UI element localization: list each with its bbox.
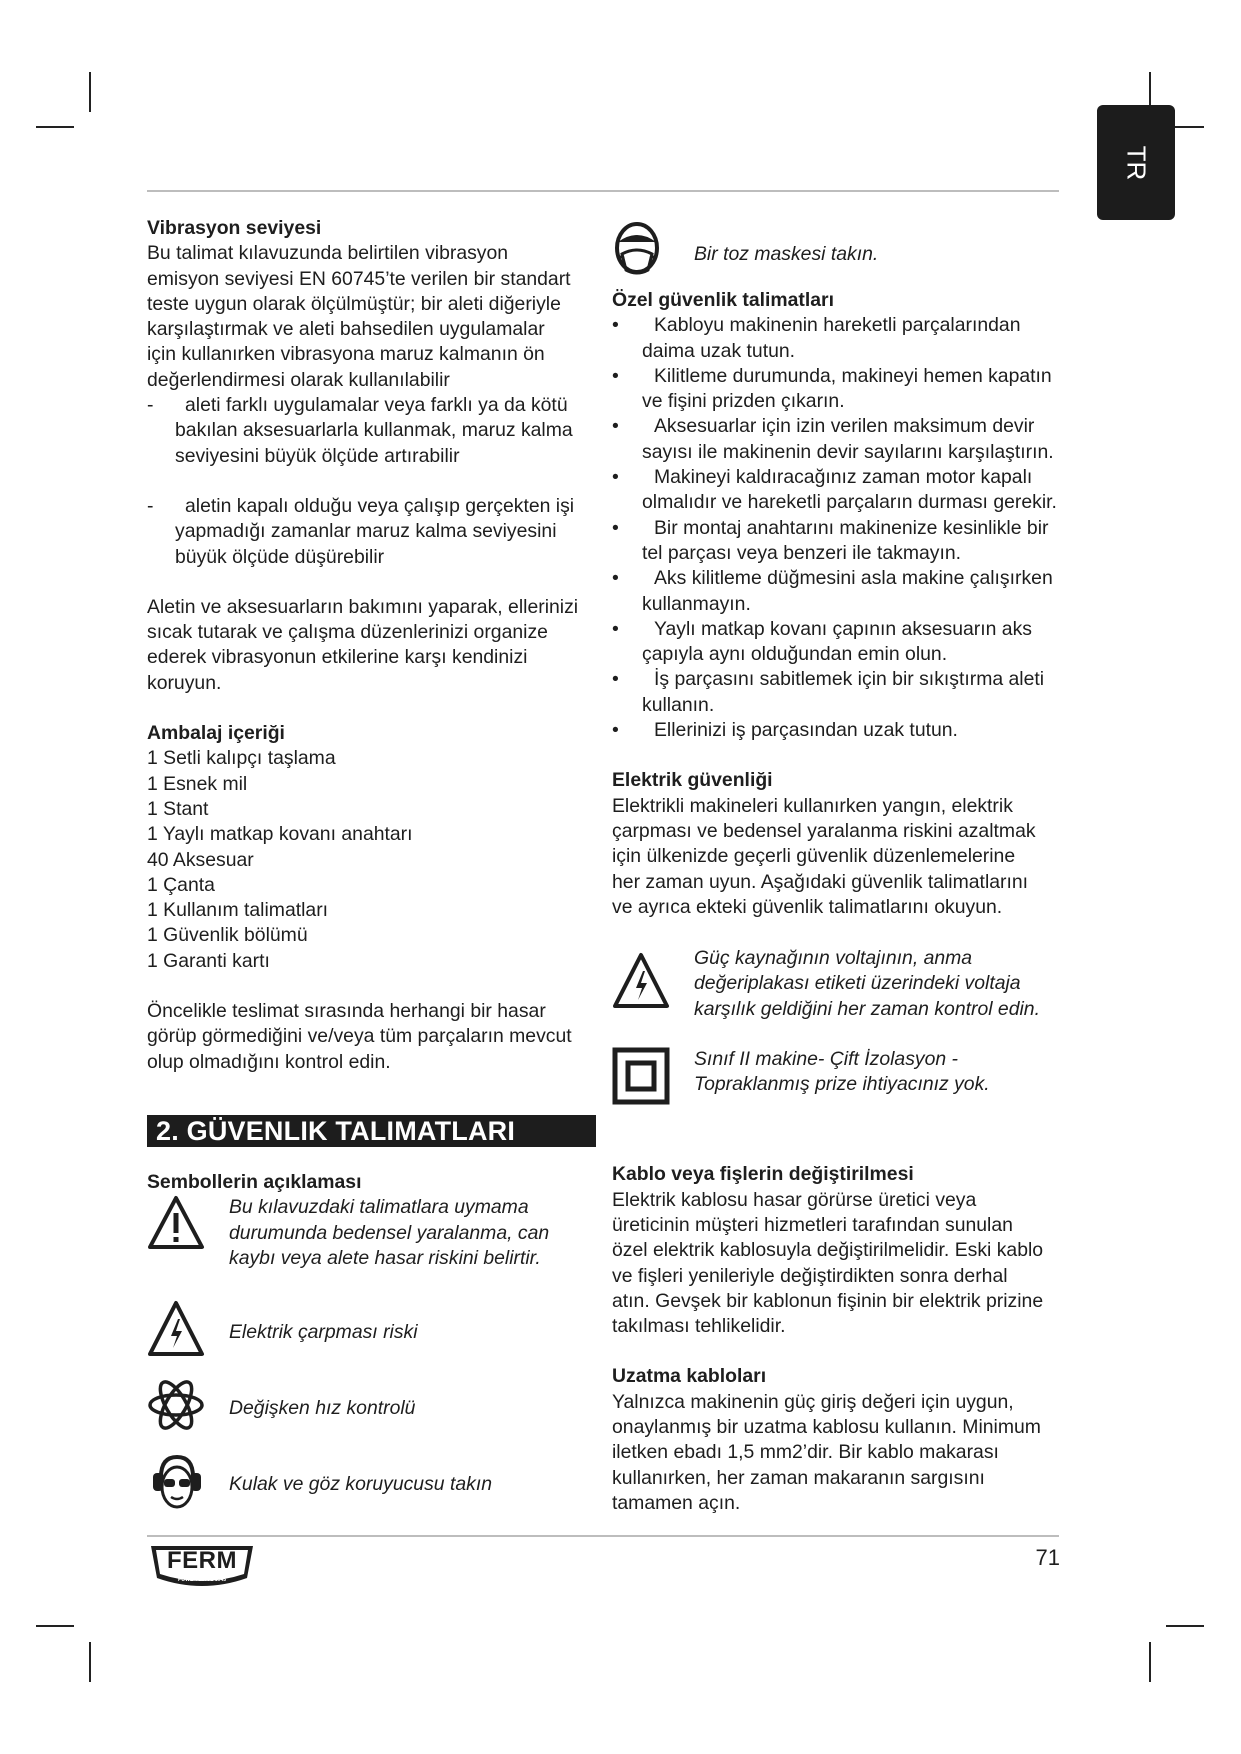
- ear-eye-protection-icon: [147, 1451, 229, 1518]
- package-item: 1 Kullanım talimatları: [147, 899, 329, 922]
- text-line: Makineyi kaldıracağınız zaman motor kapalı: [654, 466, 1033, 489]
- text-line: Güç kaynağının voltajının, anma: [694, 947, 973, 970]
- text-line: teste uygun olarak ölçülmüştür; bir aleti diğeriyle: [147, 292, 561, 315]
- symbol-row: [612, 946, 1082, 1022]
- symbol-row: [147, 1374, 597, 1442]
- text-line: Yaylı matkap kovanı çapının aksesuarın aks: [654, 617, 1032, 640]
- text-line: görüp görmediğini ve/veya tüm parçaların mevcut: [147, 1025, 572, 1048]
- list-item: • Kabloyu makinenin hareketli parçalarından daima uzak tutun.: [612, 313, 1082, 364]
- text-line: durumunda bedensel yaralanma, can: [229, 1221, 550, 1244]
- text-line: Sınıf II makine- Çift İzolasyon -: [694, 1048, 959, 1071]
- text-line: Elektrik çarpması riski: [229, 1320, 418, 1343]
- text-line: sıcak tutarak ve çalışma düzenlerinizi organize: [147, 621, 548, 644]
- text-line: koruyun.: [147, 671, 222, 694]
- package-item: 1 Garanti kartı: [147, 949, 270, 972]
- extension-title: Uzatma kabloları: [612, 1365, 767, 1388]
- text-line: takılması tehlikelidir.: [612, 1315, 786, 1338]
- text-line: olup olmadığını kontrol edin.: [147, 1050, 391, 1073]
- text-line: Değişken hız kontrolü: [229, 1396, 416, 1419]
- text-line: çarpması ve bedensel yaralanma riskini azaltmak: [612, 819, 1036, 842]
- text-line: kaybı veya alete hasar riskini belirtir.: [229, 1246, 541, 1269]
- logo-tagline: POWER SINCE 1945: [177, 1577, 227, 1583]
- text-line: Öncelikle teslimat sırasında herhangi bir hasar: [147, 1000, 546, 1023]
- logo-name: FERM: [167, 1547, 237, 1574]
- language-tab-label: TR: [1121, 145, 1152, 180]
- section-heading: 2. GÜVENLIK TALIMATLARI: [147, 1115, 596, 1147]
- list-item: • Aksesuarlar için izin verilen maksimum devir sayısı ile makinenin devir sayılarını karşılaştırın.: [612, 414, 1082, 465]
- package-item: 1 Yaylı matkap kovanı anahtarı: [147, 823, 413, 846]
- text-line: Bu talimat kılavuzunda belirtilen vibrasyon: [147, 242, 509, 265]
- symbols-title: Sembollerin açıklaması: [147, 1171, 362, 1193]
- text-line: atın. Gevşek bir kablonun fişinin bir elektrik prizine: [612, 1289, 1044, 1312]
- text-line: tel parçası veya benzeri ile takmayın.: [642, 541, 962, 564]
- text-line: değeriplakası etiketi üzerindeki voltaja: [694, 972, 1021, 995]
- text-line: aletin kapalı olduğu veya çalışıp gerçekten işi: [185, 494, 575, 517]
- text-line: aleti farklı uygulamalar veya farklı ya da kötü: [185, 394, 568, 417]
- cable-title: Kablo veya fişlerin değiştirilmesi: [612, 1163, 914, 1186]
- text-line: ve fişleri yenileriyle değiştirdikten sonra derhal: [612, 1264, 1008, 1287]
- text-line: Elektrik kablosu hasar görürse üretici veya: [612, 1188, 977, 1211]
- text-line: büyük ölçüde düşürebilir: [175, 545, 385, 568]
- text-line: karşılaştırmak ve aleti bahsedilen uygulamalar: [147, 318, 545, 341]
- dash-item: - aletin kapalı olduğu veya çalışıp gerçekten işi yapmadığı zamanlar maruz kalma seviyesini büyük ölçüde düşürebilir: [147, 494, 597, 570]
- text-line: karşılık geldiğini her zaman kontrol edin.: [694, 997, 1040, 1020]
- list-item: • Makineyi kaldıracağınız zaman motor kapalı olmalıdır ve hareketli parçaların durması gerekir.: [612, 465, 1082, 516]
- text-line: değerlendirmesi olarak kullanılabilir: [147, 368, 450, 391]
- left-column: [147, 216, 597, 1075]
- text-line: sayısı ile makinenin devir sayılarını karşılaştırın.: [642, 440, 1054, 463]
- special-title: Özel güvenlik talimatları: [612, 289, 834, 311]
- text-line: Ellerinizi iş parçasından uzak tutun.: [654, 719, 958, 742]
- crop-mark: [36, 1625, 74, 1627]
- symbol-row: [612, 1047, 1082, 1112]
- text-line: Kulak ve göz koruyucusu takın: [229, 1472, 492, 1495]
- package-item: 1 Esnek mil: [147, 772, 248, 795]
- package-item: 1 Stant: [147, 797, 209, 820]
- package-item: 1 Çanta: [147, 873, 215, 896]
- bottom-rule: [147, 1535, 1059, 1537]
- symbol-row: [147, 1450, 597, 1518]
- top-rule: [147, 190, 1059, 192]
- text-line: Bir montaj anahtarını makinenize kesinlikle bir: [654, 516, 1049, 539]
- dust-mask-icon: [612, 220, 694, 287]
- text-line: özel elektrik kablosuyla değiştirilmelidir. Eski kablo: [612, 1239, 1044, 1262]
- text-line: olmalıdır ve hareketli parçaların durması gerekir.: [642, 491, 1057, 514]
- crop-mark: [1166, 1625, 1204, 1627]
- package-item: 40 Aksesuar: [147, 848, 254, 871]
- text-line: için kullanırken vibrasyona maruz kalmanın ön: [147, 343, 545, 366]
- crop-mark: [1149, 1642, 1151, 1682]
- ferm-logo: [147, 1544, 257, 1594]
- text-line: Aksesuarlar için izin verilen maksimum devir: [654, 415, 1035, 438]
- text-line: emisyon seviyesi EN 60745’te verilen bir standart: [147, 267, 571, 290]
- crop-mark: [89, 1642, 91, 1682]
- symbol-row: [147, 1298, 597, 1366]
- crop-mark: [89, 72, 91, 112]
- class-ii-icon: [612, 1047, 694, 1112]
- package-item: 1 Setli kalıpçı taşlama: [147, 747, 336, 770]
- text-line: Elektrikli makineleri kullanırken yangın, elektrik: [612, 794, 1013, 817]
- text-line: ederek vibrasyonun etkilerine karşı kendinizi: [147, 646, 528, 669]
- text-line: İş parçasını sabitlemek için bir sıkıştırma aleti: [654, 668, 1045, 691]
- text-line: kullanırken, her zaman makaranın sargısını: [612, 1466, 985, 1489]
- text-line: yapmadığı zamanlar maruz kalma seviyesini: [175, 520, 557, 543]
- language-tab: [1097, 105, 1175, 220]
- package-title: Ambalaj içeriği: [147, 722, 285, 745]
- dash-item: - aleti farklı uygulamalar veya farklı ya da kötü bakılan aksesuarlarla kullanmak, maruz kalma seviyesini büyük ölçüde artırabilir: [147, 393, 597, 469]
- page-number: 71: [1035, 1545, 1060, 1570]
- text-line: onaylanmış bir uzatma kablosu kullanın. Minimum: [612, 1415, 1041, 1438]
- text-line: Bu kılavuzdaki talimatlara uymama: [229, 1196, 529, 1219]
- electric-title: Elektrik güvenliği: [612, 769, 773, 792]
- text-line: Kabloyu makinenin hareketli parçalarından: [654, 314, 1021, 337]
- electric-shock-icon: [612, 946, 694, 1017]
- list-item: • İş parçasını sabitlemek için bir sıkıştırma aleti kullanın.: [612, 667, 1082, 718]
- symbol-row: [612, 220, 1082, 288]
- package-item: 1 Güvenlik bölümü: [147, 924, 308, 947]
- right-column: [612, 224, 1082, 1516]
- text-line: ve fişini prizden çıkarın.: [642, 390, 845, 413]
- text-line: çapıyla aynı olduğundan emin olun.: [642, 643, 948, 666]
- warning-icon: [147, 1195, 229, 1258]
- symbol-row: [147, 1195, 597, 1270]
- text-line: üreticinin müşteri hizmetleri tarafından sunulan: [612, 1213, 1013, 1236]
- text-line: daima uzak tutun.: [642, 339, 796, 362]
- crop-mark: [36, 126, 74, 128]
- list-item: • Bir montaj anahtarını makinenize kesinlikle bir tel parçası veya benzeri ile takmayın.: [612, 516, 1082, 567]
- text-line: iletken ebadı 1,5 mm2’dir. Bir kablo makarası: [612, 1441, 999, 1464]
- list-item: • Aks kilitleme düğmesini asla makine çalışırken kullanmayın.: [612, 566, 1082, 617]
- list-item: • Yaylı matkap kovanı çapının aksesuarın aks çapıyla aynı olduğundan emin olun.: [612, 617, 1082, 668]
- list-item: • Ellerinizi iş parçasından uzak tutun.: [612, 718, 1082, 743]
- text-line: tamamen açın.: [612, 1491, 741, 1514]
- list-item: • Kilitleme durumunda, makineyi hemen kapatın ve fişini prizden çıkarın.: [612, 364, 1082, 415]
- text-line: Aletin ve aksesuarların bakımını yaparak, ellerinizi: [147, 595, 579, 618]
- text-line: Topraklanmış prize ihtiyacınız yok.: [694, 1073, 990, 1096]
- text-line: için ülkenizde geçerli güvenlik düzenlemelerine: [612, 845, 1016, 868]
- text-line: seviyesini büyük ölçüde artırabilir: [175, 444, 460, 467]
- text-line: her zaman uyun. Aşağıdaki güvenlik talimatlarını: [612, 870, 1029, 893]
- text-line: Yalnızca makinenin güç giriş değeri için uygun,: [612, 1390, 1014, 1413]
- vibration-title: Vibrasyon seviyesi: [147, 217, 322, 239]
- text-line: Kilitleme durumunda, makineyi hemen kapatın: [654, 364, 1052, 387]
- dust-mask-text: Bir toz maskesi takın.: [694, 243, 879, 266]
- text-line: kullanın.: [642, 693, 715, 716]
- text-line: kullanmayın.: [642, 592, 751, 615]
- variable-speed-icon: [147, 1376, 229, 1441]
- electric-shock-icon: [147, 1300, 229, 1365]
- text-line: Aks kilitleme düğmesini asla makine çalışırken: [654, 567, 1053, 590]
- text-line: ve ayrıca ekteki güvenlik talimatlarını okuyun.: [612, 895, 1003, 918]
- symbols-block: [147, 1170, 597, 1518]
- text-line: bakılan aksesuarlarla kullanmak, maruz kalma: [175, 419, 573, 442]
